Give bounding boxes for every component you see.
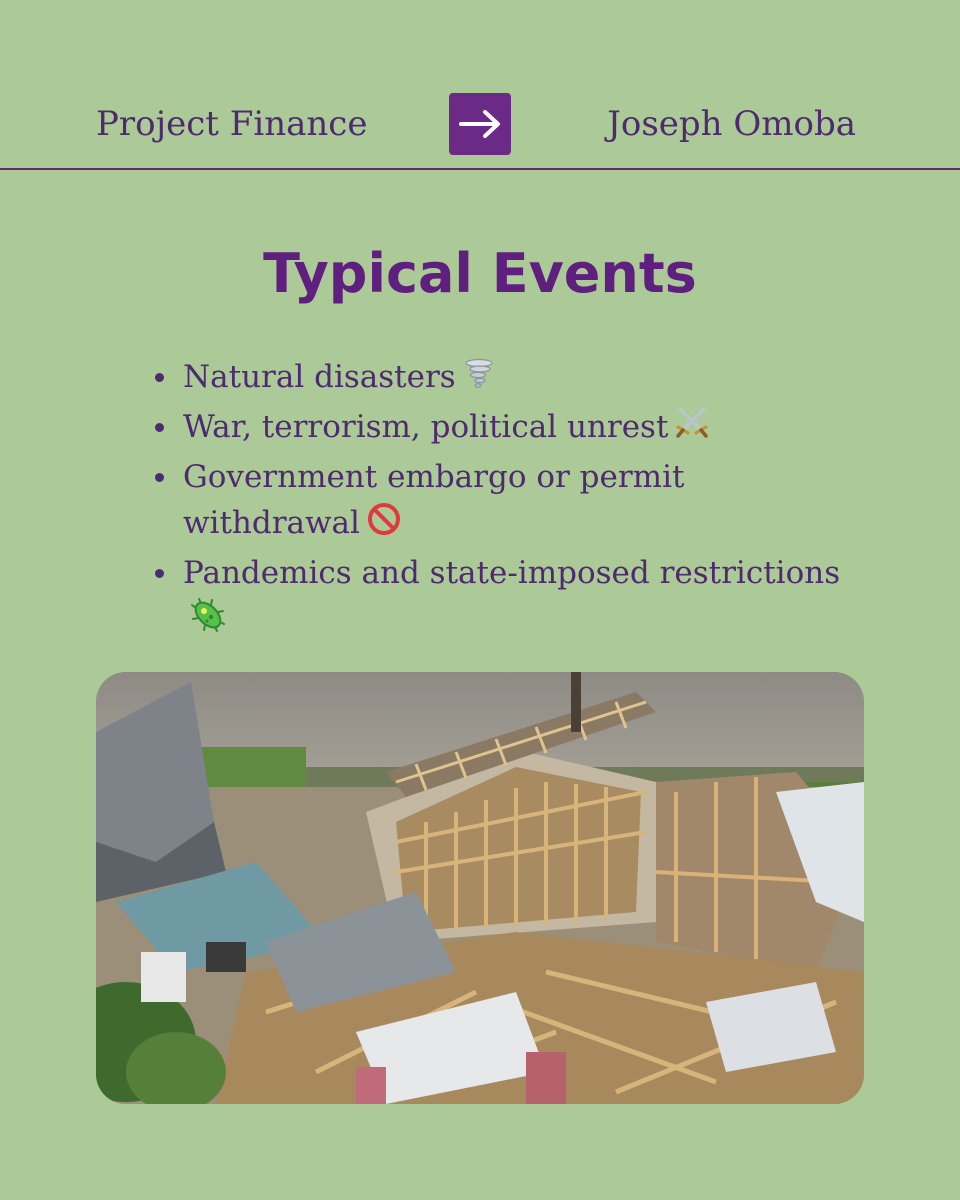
header-project-finance: Project Finance — [96, 104, 368, 144]
event-text: Natural disasters — [183, 359, 456, 395]
header-author: Joseph Omoba — [607, 104, 856, 144]
list-item — [150, 454, 870, 550]
event-text: War, terrorism, political unrest — [183, 409, 669, 445]
tornado-icon — [462, 357, 496, 404]
crossed-swords-icon — [674, 405, 710, 454]
prohibited-icon — [366, 501, 402, 550]
bullet-icon — [155, 373, 164, 382]
bullet-icon — [155, 473, 164, 482]
page-title: Typical Events — [263, 242, 697, 305]
bullet-icon — [155, 423, 164, 432]
list-item — [150, 404, 870, 454]
events-list — [150, 354, 870, 647]
next-arrow-button[interactable] — [449, 93, 511, 155]
event-text: Government embargo or permit withdrawal — [183, 459, 685, 541]
arrow-right-icon — [458, 109, 502, 139]
microbe-icon — [189, 596, 227, 647]
hurricane-destroyed-house-icon — [96, 672, 864, 1104]
bullet-icon — [155, 569, 164, 578]
event-text: Pandemics and state-imposed restrictions — [183, 555, 841, 591]
list-item — [150, 354, 870, 404]
header-divider — [0, 168, 960, 170]
hurricane-damage-photo — [96, 672, 864, 1104]
list-item — [150, 550, 870, 647]
